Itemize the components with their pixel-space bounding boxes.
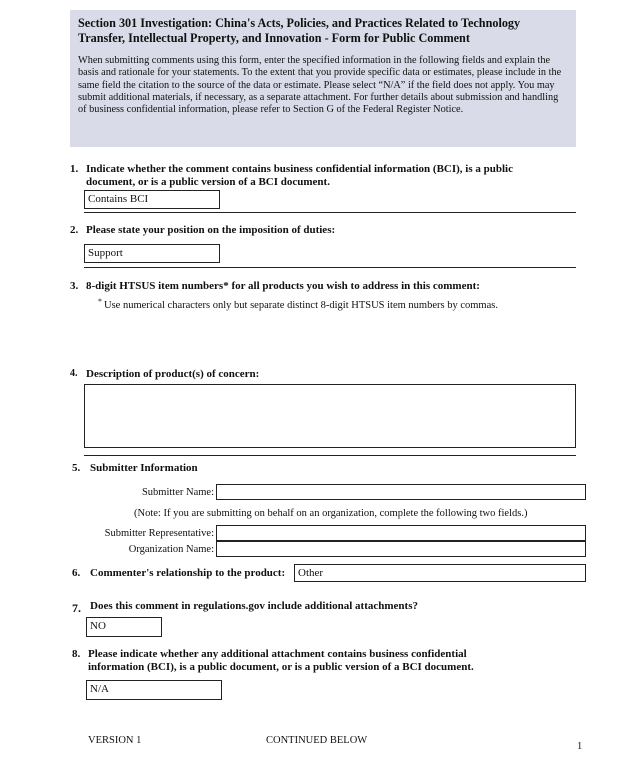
q8-label: Please indicate whether any additional attachment contains business confidential information (BCI), is a public document, or is a public version of a BCI document. <box>88 648 474 673</box>
q4-label: Description of product(s) of concern: <box>86 368 260 380</box>
product-description-textarea[interactable] <box>84 384 576 448</box>
organization-note: (Note: If you are submitting on behalf on an organization, complete the following two fields.) <box>134 508 528 519</box>
page-number: 1 <box>577 741 583 752</box>
submitter-representative-label: Submitter Representative: <box>104 528 214 539</box>
q3-footnote: Use numerical characters only but separate distinct 8-digit HTSUS item numbers by commas. <box>104 300 498 311</box>
form-title: Section 301 Investigation: China's Acts, Policies, and Practices Related to Technology Transfer, Intellectual Property, and Innovation - Form for Public Comment <box>78 16 521 45</box>
q5-number: 5. <box>72 462 81 474</box>
q2-label: Please state your position on the imposition of duties: <box>86 224 336 236</box>
divider <box>84 212 576 213</box>
q3-label: 8-digit HTSUS item numbers* for all products you wish to address in this comment: <box>86 280 480 292</box>
submitter-representative-field[interactable] <box>216 525 586 541</box>
organization-name-field[interactable] <box>216 541 586 557</box>
divider <box>84 267 576 268</box>
q5-label: Submitter Information <box>90 462 198 474</box>
q6-number: 6. <box>72 567 81 579</box>
submitter-name-field[interactable] <box>216 484 586 500</box>
form-instructions: When submitting comments using this form, enter the specified information in the following fields and explain the basis and rationale for your statements. To the extent that you provide specific data or estimates, please include in the same field the citation to the source of the data or estimate. Please select “N/A” if the field does not apply. You may submit additional materials, if necessary, as a separate attachment. For further details about submission and handling of business confidential information, please refer to Section G of the Federal Register Notice. <box>78 55 562 116</box>
submitter-name-label: Submitter Name: <box>141 487 214 498</box>
q3-footnote-mark: * <box>98 297 102 306</box>
q8-number: 8. <box>72 648 81 660</box>
commenter-relationship-field[interactable]: Other <box>294 564 586 582</box>
organization-name-label: Organization Name: <box>128 544 214 555</box>
q1-number: 1. <box>70 163 79 175</box>
continued-label: CONTINUED BELOW <box>266 735 368 746</box>
divider <box>84 455 576 456</box>
q4-number: 4. <box>70 368 78 379</box>
q7-number: 7. <box>72 601 81 615</box>
q6-label: Commenter's relationship to the product: <box>90 567 286 579</box>
q1-label: Indicate whether the comment contains business confidential information (BCI), is a public document, or is a public version of a BCI document. <box>86 163 513 188</box>
q3-number: 3. <box>70 280 79 292</box>
form-header <box>70 10 576 147</box>
attachment-bci-field[interactable]: N/A <box>86 680 222 700</box>
version-label: VERSION 1 <box>88 735 142 746</box>
attachments-field[interactable]: NO <box>86 617 162 637</box>
q2-number: 2. <box>70 224 79 236</box>
q7-label: Does this comment in regulations.gov include additional attachments? <box>90 600 418 612</box>
position-on-duties-field[interactable]: Support <box>84 244 220 263</box>
bci-status-field[interactable]: Contains BCI <box>84 190 220 209</box>
